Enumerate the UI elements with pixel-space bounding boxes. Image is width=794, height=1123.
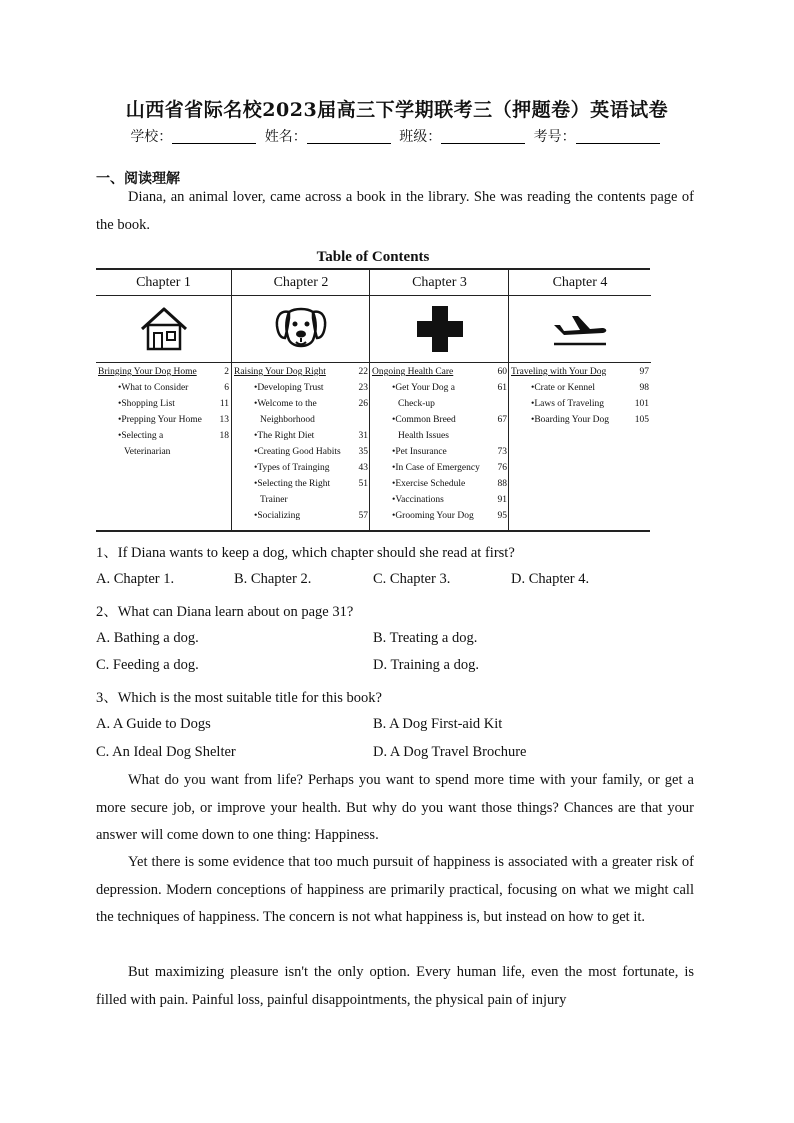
toc-entry-label: Raising Your Dog Right <box>234 367 326 377</box>
toc-entry-label: •Selecting a <box>118 431 164 441</box>
toc-entry-page: 98 <box>639 383 649 393</box>
toc-entry-page: 23 <box>358 383 368 393</box>
question-1: 1、If Diana wants to keep a dog, which chapter should she read at first? <box>96 545 515 561</box>
question-3-option-b[interactable]: B. A Dog First-aid Kit <box>373 716 503 732</box>
toc-entry <box>234 412 368 428</box>
toc-entry-label: •Vaccinations <box>392 495 444 505</box>
page-title: 山西省省际名校2023届高三下学期联考三（押题卷）英语试卷 <box>125 99 669 121</box>
toc-entry-label: •Selecting the Right <box>254 479 331 489</box>
toc-entry-label: •The Right Diet <box>254 431 315 441</box>
toc-entry-page: 22 <box>358 367 368 377</box>
name-blank[interactable] <box>307 129 391 144</box>
toc-entry <box>372 364 507 380</box>
question-2-option-b[interactable]: B. Treating a dog. <box>373 630 478 646</box>
toc-entry-page: 11 <box>219 399 229 409</box>
school-blank[interactable] <box>172 129 256 144</box>
toc-entry <box>234 460 368 476</box>
toc-entry <box>511 396 649 412</box>
table-of-contents <box>96 268 650 532</box>
question-1-option-d[interactable]: D. Chapter 4. <box>511 571 590 587</box>
chapter-entries <box>98 364 229 460</box>
toc-entry-page: 91 <box>497 495 507 505</box>
toc-entry-page: 51 <box>358 479 368 489</box>
toc-entry-label: Neighborhood <box>260 415 315 425</box>
toc-entry <box>234 364 368 380</box>
chapter-column <box>96 270 231 530</box>
toc-entry-page: 61 <box>497 383 507 393</box>
toc-entry-label: •Creating Good Habits <box>254 447 341 457</box>
toc-entry <box>98 412 229 428</box>
section-heading: 一、阅读理解 <box>96 171 180 187</box>
toc-entry <box>234 508 368 524</box>
house-icon <box>139 306 189 352</box>
toc-entry-page: 57 <box>358 511 368 521</box>
toc-entry <box>372 412 507 428</box>
class-label: 班级： <box>399 129 442 145</box>
toc-entry <box>372 428 507 444</box>
toc-entry-label: •Boarding Your Dog <box>531 415 610 425</box>
question-3: 3、Which is the most suitable title for this book? <box>96 690 382 706</box>
question-2-option-d[interactable]: D. Training a dog. <box>373 657 479 673</box>
toc-entry-page <box>364 412 368 428</box>
toc-entry-label: Trainer <box>260 495 288 505</box>
toc-entry-page: 73 <box>497 447 507 457</box>
question-1-option-b[interactable]: B. Chapter 2. <box>234 571 312 587</box>
toc-entry <box>372 444 507 460</box>
toc-entry <box>372 380 507 396</box>
toc-entry <box>372 460 507 476</box>
toc-entry <box>234 380 368 396</box>
toc-entry-label: Check-up <box>398 399 435 409</box>
class-blank[interactable] <box>441 129 525 144</box>
toc-entry <box>372 508 507 524</box>
name-label: 姓名： <box>264 129 307 145</box>
chapter-heading: Chapter 4 <box>509 270 651 296</box>
toc-entry-page <box>225 444 229 460</box>
toc-entry-label: •Get Your Dog a <box>392 383 455 393</box>
school-label: 学校： <box>130 129 173 145</box>
toc-entry <box>511 412 649 428</box>
toc-entry-label: •Types of Trainging <box>254 463 330 473</box>
toc-entry <box>98 396 229 412</box>
number-label: 考号： <box>533 129 576 145</box>
question-3-option-c[interactable]: C. An Ideal Dog Shelter <box>96 744 236 760</box>
question-2: 2、What can Diana learn about on page 31? <box>96 604 354 620</box>
toc-entry-page: 67 <box>497 415 507 425</box>
medical-cross-icon <box>416 305 464 353</box>
chapter-heading: Chapter 3 <box>370 270 509 296</box>
chapter-column <box>231 270 370 530</box>
toc-entry-label: •Prepping Your Home <box>118 415 202 425</box>
toc-entry-page: 2 <box>224 367 229 377</box>
toc-entry <box>98 428 229 444</box>
toc-entry-label: •What to Consider <box>118 383 189 393</box>
toc-entry-label: Veterinarian <box>124 447 171 457</box>
chapter-column <box>369 270 509 530</box>
toc-entry-label: •Grooming Your Dog <box>392 511 474 521</box>
toc-entry <box>98 444 229 460</box>
toc-entry <box>511 380 649 396</box>
toc-entry-page <box>364 492 368 508</box>
toc-entry <box>234 444 368 460</box>
passage-paragraph: Yet there is some evidence that too much pursuit of happiness is associated with a greater risk of depression. Modern conceptions of happiness are primarily practical, focusing on what we might call the techniques of happiness. The concern is not what happiness is, but instead on how to get it. <box>96 854 694 925</box>
toc-entry-page <box>503 396 507 412</box>
chapter-entries <box>234 364 368 524</box>
question-2-option-a[interactable]: A. Bathing a dog. <box>96 630 199 646</box>
toc-entry <box>234 396 368 412</box>
toc-entry-label: •Developing Trust <box>254 383 324 393</box>
toc-entry <box>372 396 507 412</box>
toc-entry-label: Traveling with Your Dog <box>511 367 607 377</box>
toc-entry <box>511 364 649 380</box>
toc-entry-page: 6 <box>224 383 229 393</box>
toc-entry-page: 26 <box>358 399 368 409</box>
toc-entry <box>372 476 507 492</box>
student-info-line <box>0 126 794 146</box>
toc-entry <box>234 428 368 444</box>
toc-entry-page: 76 <box>497 463 507 473</box>
toc-entry-page <box>503 428 507 444</box>
toc-entry-label: •Exercise Schedule <box>392 479 466 489</box>
chapter-heading: Chapter 2 <box>232 270 370 296</box>
chapter-entries <box>372 364 507 524</box>
toc-entry-label: Health Issues <box>398 431 449 441</box>
toc-entry-page: 95 <box>497 511 507 521</box>
question-1-option-a[interactable]: A. Chapter 1. <box>96 571 175 587</box>
toc-entry-page: 105 <box>634 415 649 425</box>
toc-entry <box>372 492 507 508</box>
question-2-option-c[interactable]: C. Feeding a dog. <box>96 657 199 673</box>
toc-entry-page: 18 <box>219 431 229 441</box>
chapter-heading: Chapter 1 <box>96 270 231 296</box>
toc-entry-page: 35 <box>358 447 368 457</box>
toc-entry-label: Bringing Your Dog Home <box>98 367 197 377</box>
toc-entry-page: 13 <box>219 415 229 425</box>
chapter-column <box>508 270 651 530</box>
toc-entry-page: 88 <box>497 479 507 489</box>
dog-face-icon <box>273 304 329 354</box>
toc-entry-label: •Crate or Kennel <box>531 383 595 393</box>
number-blank[interactable] <box>576 129 660 144</box>
toc-entry <box>98 364 229 380</box>
toc-entry-page: 43 <box>358 463 368 473</box>
toc-entry-page: 97 <box>639 367 649 377</box>
toc-entry-label: Ongoing Health Care <box>372 367 454 377</box>
question-3-option-a[interactable]: A. A Guide to Dogs <box>96 716 211 732</box>
toc-entry-label: •Shopping List <box>118 399 175 409</box>
toc-entry-label: •Laws of Traveling <box>531 399 604 409</box>
toc-entry-page: 60 <box>497 367 507 377</box>
toc-entry-label: •Socializing <box>254 511 301 521</box>
toc-entry <box>234 476 368 492</box>
toc-entry-page: 31 <box>358 431 368 441</box>
toc-title: Table of Contents <box>316 249 430 265</box>
toc-entry <box>234 492 368 508</box>
toc-entry-page: 101 <box>634 399 649 409</box>
toc-entry <box>98 380 229 396</box>
passage-paragraph: But maximizing pleasure isn't the only option. Every human life, even the most fortunate, is filled with pain. Painful loss, painful disappointments, the physical pain of injury <box>96 964 694 1008</box>
intro-paragraph: Diana, an animal lover, came across a book in the library. She was reading the contents page of the book. <box>96 189 694 233</box>
question-1-option-c[interactable]: C. Chapter 3. <box>373 571 451 587</box>
toc-entry-label: •Pet Insurance <box>392 447 447 457</box>
question-3-option-d[interactable]: D. A Dog Travel Brochure <box>373 744 527 760</box>
toc-entry-label: •In Case of Emergency <box>392 463 480 473</box>
airplane-icon <box>550 309 610 349</box>
passage-paragraph: What do you want from life? Perhaps you want to spend more time with your family, or get a more secure job, or improve your health. But why do you want those things? Chances are that your answer will come down to one thing: Happiness. <box>96 772 694 843</box>
chapter-entries <box>511 364 649 428</box>
toc-entry-label: •Common Breed <box>392 415 456 425</box>
toc-entry-label: •Welcome to the <box>254 399 317 409</box>
